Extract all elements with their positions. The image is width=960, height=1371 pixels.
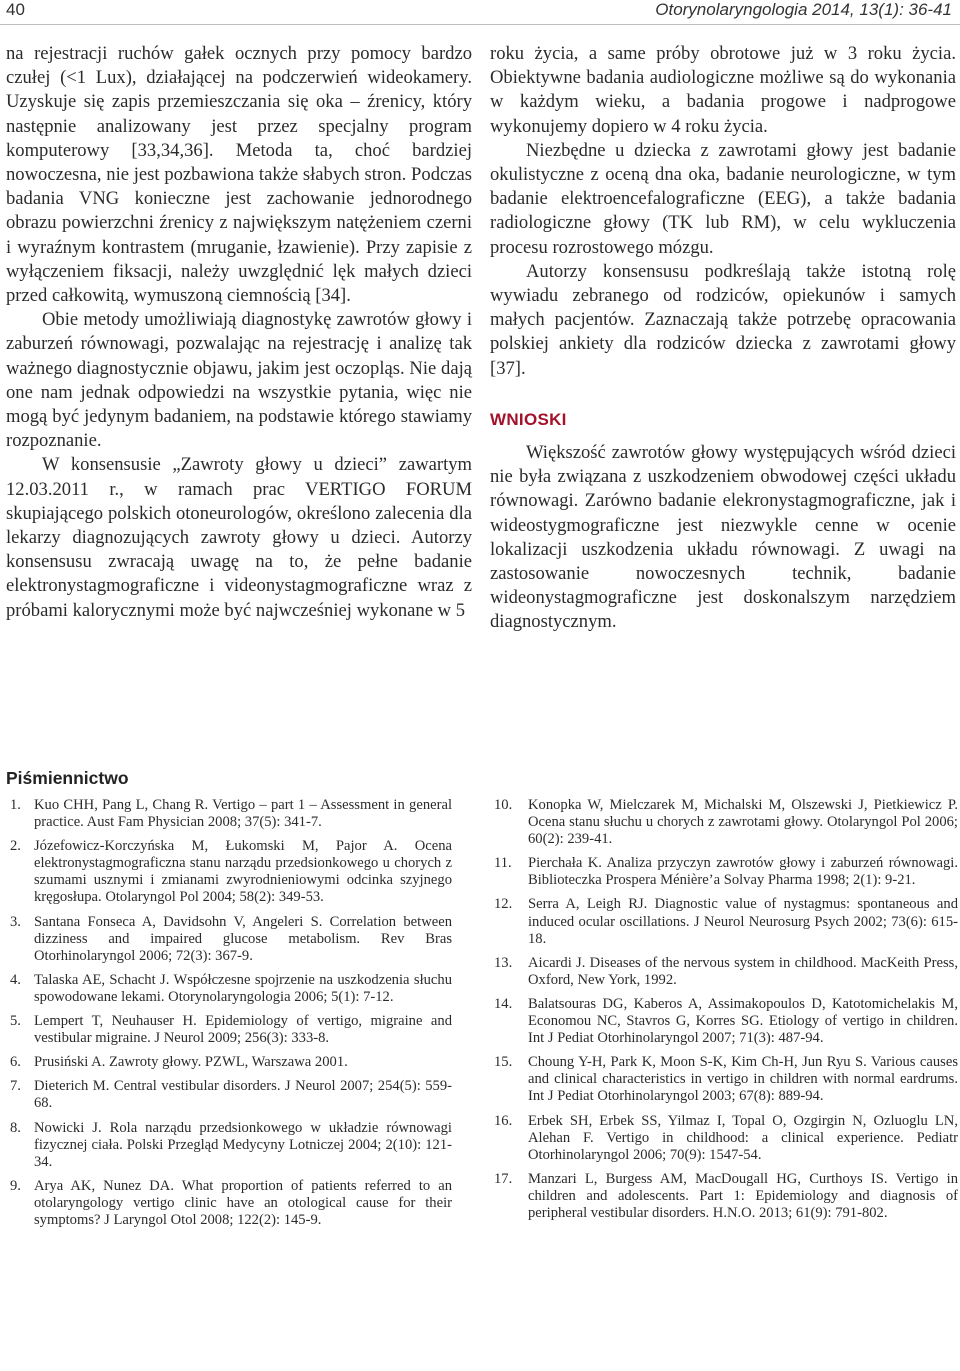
reference-item — [10, 838, 452, 906]
reference-item — [494, 996, 958, 1047]
references-heading: Piśmiennictwo — [6, 768, 129, 788]
page-header — [0, 0, 960, 25]
paragraph: Większość zawrotów głowy występujących wśród dzieci nie była związana z uszkodzeniem obwodowej części układu równowagi. Zarówno badanie elekronystagmograficzne, jak i wideostygmograficzne jest niezwykle cenne w ocenie lokalizacji uszkodzenia układu równowagi. Z uwagi na zastosowanie nowoczesnych technik, badanie wideonystagmograficzne jest doskonalszym narzędziem diagnostycznym. — [490, 442, 956, 633]
reference-text: Arya AK, Nunez DA. What proportion of patients referred to an otolaryngology vertigo clinic have an otological cause for their symptoms? J Laryngol Otol 2008; 122(2): 145-9. — [34, 1177, 452, 1228]
right-text-column — [490, 42, 956, 635]
reference-text: Prusiński A. Zawroty głowy. PZWL, Warszawa 2001. — [34, 1054, 348, 1071]
reference-item — [494, 896, 958, 947]
reference-text: Aicardi J. Diseases of the nervous system in childhood. MacKeith Press, Oxford, New York, 1992. — [528, 954, 958, 988]
reference-item — [494, 1054, 958, 1105]
reference-number: 4. — [10, 971, 21, 988]
paragraph: Autorzy konsensusu podkreślają także istotną rolę wywiadu zebranego od rodziców, opiekunów i samych małych pacjentów. Zaznaczają także potrzebę opracowania polskiej ankiety dla rodziców dziecka z zawrotami głowy [37]. — [490, 260, 956, 379]
reference-number: 2. — [10, 838, 21, 855]
reference-text: Talaska AE, Schacht J. Współczesne spojrzenie na uszkodzenia słuchu spowodowane lekami. Otorynolaryngologia 2006; 5(1): 7-12. — [34, 971, 452, 1005]
reference-number: 12. — [494, 896, 513, 913]
paragraph: roku życia, a same próby obrotowe już w 3 roku życia. Obiektywne badania audiologiczne możliwe są do wykonania w każdym wieku, a badania progowe i nadprogowe wykonujemy dopiero w 4 roku życia. — [490, 43, 956, 137]
reference-item — [10, 1120, 452, 1171]
reference-text: Balatsouras DG, Kaberos A, Assimakopoulos D, Katotomichelakis M, Economou NC, Stavros G, Korres SG. Etiology of vertigo in children. Int J Pediat Otorhinolaryngol 2007; 71(3): 487-94. — [528, 995, 958, 1047]
references-list-right — [494, 797, 958, 1229]
reference-text: Manzari L, Burgess AM, MacDougall HG, Curthoys IS. Vertigo in children and adolescents. Part 1: Epidemiology and diagnosis of peripheral vestibular disorders. H.N.O. 2013; 61(9): 791-802. — [528, 1170, 958, 1221]
page-number: 40 — [6, 0, 25, 19]
references-list-left — [10, 797, 452, 1236]
reference-item — [10, 914, 452, 965]
reference-text: Choung Y-H, Park K, Moon S-K, Kim Ch-H, Jun Ryu S. Various causes and clinical characteristics in vertigo in children with normal eardrums. Int J Pediat Otorhinolaryngol 2003; 67(8): 889-94. — [528, 1054, 958, 1105]
reference-number: 5. — [10, 1013, 21, 1030]
reference-item — [10, 1013, 452, 1047]
paragraph: W konsensusie „Zawroty głowy u dzieci” zawartym 12.03.2011 r., w ramach prac VERTIGO FORUM skupiającego polskich otoneurologów, określono zalecenia dla lekarzy diagnozujących zawroty głowy u dzieci. Autorzy konsensusu zwracają uwagę na to, że pełne badanie elektronystagmograficzne i videonystagmograficzne wraz z próbami kalorycznymi może być najwcześniej wykonane w 5 — [6, 454, 472, 621]
reference-number: 15. — [494, 1054, 513, 1071]
reference-text: Dieterich M. Central vestibular disorders. J Neurol 2007; 254(5): 559-68. — [34, 1078, 452, 1112]
reference-text: Kuo CHH, Pang L, Chang R. Vertigo – part 1 – Assessment in general practice. Aust Fam Physician 2008; 37(5): 341-7. — [34, 797, 452, 831]
reference-text: Serra A, Leigh RJ. Diagnostic value of nystagmus: spontaneous and induced ocular oscillations. J Neurol Neurosurg Psych 2002; 73(6): 615-18. — [528, 896, 958, 947]
reference-number: 13. — [494, 954, 513, 971]
reference-item — [494, 797, 958, 848]
reference-item — [494, 855, 958, 889]
reference-item — [10, 797, 452, 831]
reference-text: Erbek SH, Erbek SS, Yilmaz I, Topal O, Ozgirgin N, Ozluoglu LN, Alehan F. Vertigo in childhood: a clinical experience. Pediatr Otorhinolaryngol 2006; 70(9): 1547-54. — [528, 1112, 958, 1163]
reference-text: Lempert T, Neuhauser H. Epidemiology of vertigo, migraine and vestibular migraine. J Neurol 2009; 256(3): 333-8. — [34, 1013, 452, 1047]
paragraph: Obie metody umożliwiają diagnostykę zawrotów głowy i zaburzeń równowagi, pozwalając na rejestrację i analizę tak ważnego diagnostycznie objawu, jakim jest oczopląs. Nie dają one nam jednak odpowiedzi na wszystkie pytania, więc nie mogą być jedynym badaniem, na podstawie którego stawiamy rozpoznanie. — [6, 309, 472, 452]
reference-text: Pierchała K. Analiza przyczyn zawrotów głowy i zaburzeń równowagi. Biblioteczka Prospera Ménière’a Solvay Pharma 1998; 2(1): 9-21. — [528, 855, 958, 889]
reference-number: 3. — [10, 913, 21, 930]
reference-item — [10, 972, 452, 1006]
reference-item — [494, 955, 958, 989]
reference-number: 10. — [494, 797, 513, 813]
paragraph: na rejestracji ruchów gałek ocznych przy pomocy bardzo czułej (<1 Lux), działającej na podczerwień wideokamery. Uzyskuje się zapis przemieszczania się oka – źrenicy, który następnie analizowany jest przez specjalny program komputerowy [33,34,36]. Metoda ta, choć bardziej nowoczesna, nie jest pozbawiona także słabych stron. Podczas badania VNG konieczne jest zachowanie jednorodnego obrazu powierzchni źrenicy z największym natężeniem czerni i wyraźnym kontrastem (mruganie, łzawienie). Przy zapisie z wyłączeniem fiksacji, należy uwzględnić lęk małych dzieci przed całkowitą, wymuszoną ciemnością [34]. — [6, 43, 472, 307]
reference-item — [494, 1171, 958, 1222]
reference-number: 9. — [10, 1177, 21, 1194]
reference-item — [10, 1054, 452, 1071]
reference-item — [10, 1178, 452, 1229]
reference-number: 16. — [494, 1112, 513, 1129]
reference-number: 7. — [10, 1078, 21, 1095]
section-heading-conclusions: WNIOSKI — [490, 409, 567, 429]
reference-item — [494, 1113, 958, 1164]
reference-number: 17. — [494, 1170, 513, 1187]
reference-text: Józefowicz-Korczyńska M, Łukomski M, Pajor A. Ocena elektronystagmograficzna stanu narządu przedsionkowego u chorych z szumami usznymi i zmianami zwyrodnieniowymi odcinka szyjnego kręgosłupa. Otolaryngol Pol 2004; 58(2): 349-53. — [34, 838, 452, 906]
reference-number: 11. — [494, 855, 512, 872]
reference-text: Konopka W, Mielczarek M, Michalski M, Olszewski J, Pietkiewicz P. Ocena stanu słuchu u chorych z zawrotami głowy. Otolaryngol Pol 2006; 60(2): 239-41. — [528, 797, 958, 848]
reference-number: 14. — [494, 995, 513, 1012]
journal-citation: Otorynolaryngologia 2014, 13(1): 36-41 — [655, 0, 952, 19]
reference-text: Santana Fonseca A, Davidsohn V, Angeleri S. Correlation between dizziness and impaired glucose metabolism. Rev Bras Otorhinolaryngol 2006; 72(3): 367-9. — [34, 913, 452, 964]
reference-number: 8. — [10, 1119, 21, 1136]
paragraph: Niezbędne u dziecka z zawrotami głowy jest badanie okulistyczne z oceną dna oka, badanie neurologiczne, w tym badanie elektroencefalograficzne (EEG), a także badania radiologiczne głowy (TK lub RM), w celu wykluczenia procesu rozrostowego mózgu. — [490, 139, 956, 258]
left-text-column — [6, 42, 472, 623]
reference-item — [10, 1078, 452, 1112]
reference-number: 1. — [10, 797, 21, 813]
reference-text: Nowicki J. Rola narządu przedsionkowego w układzie równowagi fizycznej ciała. Polski Przegląd Medycyny Lotniczej 2004; 2(10): 121-34. — [34, 1119, 452, 1170]
reference-number: 6. — [10, 1054, 21, 1071]
